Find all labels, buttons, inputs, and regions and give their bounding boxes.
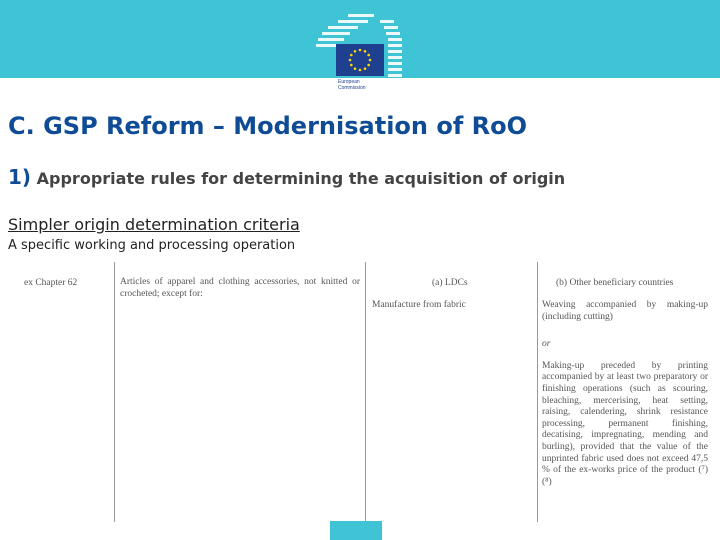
- section-heading: Simpler origin determination criteria: [8, 215, 300, 234]
- rule-text-weaving: Weaving accompanied by making-up (including cutting): [542, 300, 708, 322]
- table-divider: [365, 262, 366, 522]
- ldc-rule-cell: Manufacture from fabric: [372, 300, 466, 310]
- heading-number-cell: ex Chapter 62: [24, 278, 78, 288]
- subtitle-text: Appropriate rules for determining the acquisition of origin: [36, 169, 566, 188]
- rule-or-separator: or: [542, 339, 551, 350]
- table-divider: [537, 262, 538, 522]
- ldc-column-header: (a) LDCs: [432, 278, 468, 288]
- description-cell: Articles of apparel and clothing accessories, not knitted or crocheted; except for:: [120, 277, 360, 299]
- subtitle-number: 1): [8, 165, 32, 189]
- logo-line-2: Commission: [338, 85, 366, 91]
- other-countries-rule-cell: [542, 300, 708, 488]
- slide-subtitle: [8, 165, 565, 189]
- logo-caption: [338, 79, 366, 91]
- footer-accent-bar: [330, 521, 382, 540]
- table-divider: [114, 262, 115, 522]
- other-countries-column-header: (b) Other beneficiary countries: [556, 278, 674, 288]
- logo-line-1: European: [338, 79, 360, 85]
- rule-text-printing: Making-up preceded by printing accompanied by at least two preparatory or finishing operations (such as scouring, bleaching, mercerising, heat setting, raising, calendering, shrink resistance processing, permanent finishing, decatising, impregnating, mending and burling), provided that the value of the unprinted fabric used does not exceed 47,5 % of the ex-works price of the product (⁷) (⁸): [542, 360, 708, 487]
- slide-title: C. GSP Reform – Modernisation of RoO: [8, 112, 527, 140]
- section-subheading: A specific working and processing operation: [8, 238, 296, 253]
